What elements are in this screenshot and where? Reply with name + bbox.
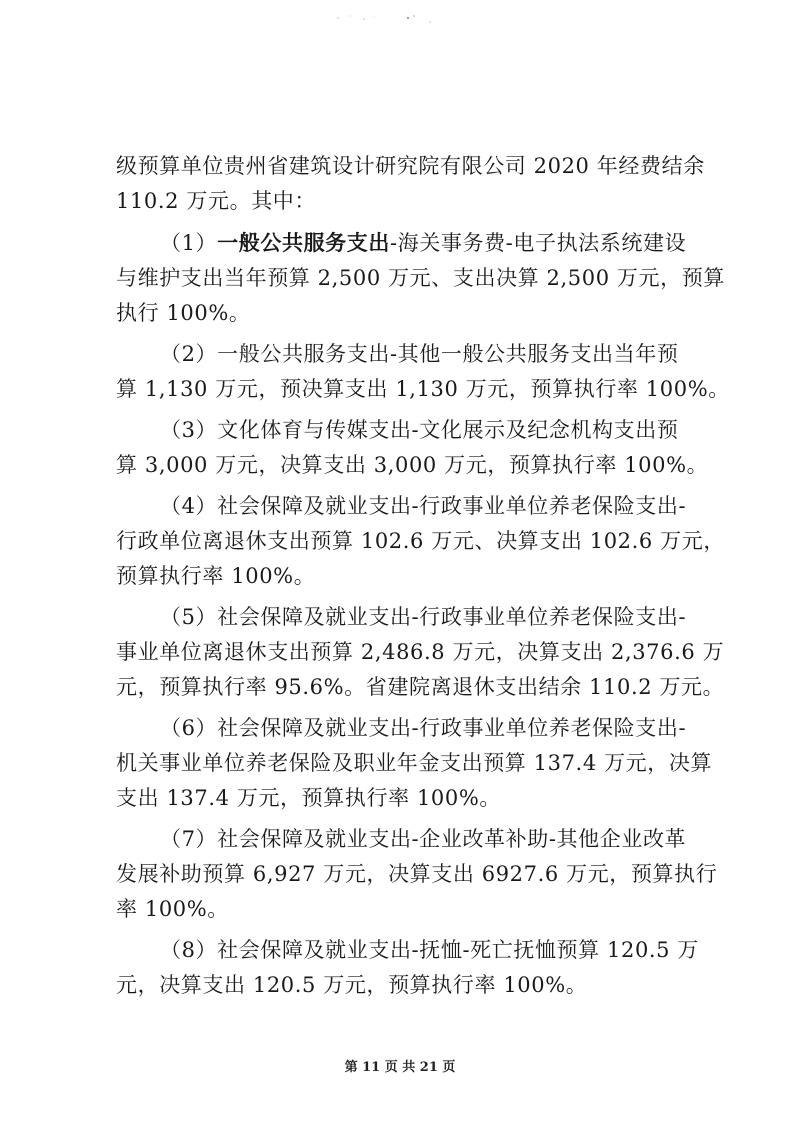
paragraph-line-8: （3）文化体育与传媒支出-文化展示及纪念机构支出预	[160, 418, 679, 442]
scan-artifact	[330, 10, 450, 30]
paragraph-line-4: 与维护支出当年预算 2,500 万元、支出决算 2,500 万元，预算	[116, 266, 725, 290]
paragraph-line-12: 预算执行率 100%。	[116, 564, 316, 588]
paragraph-line-23: 元，决算支出 120.5 万元，预算执行率 100%。	[116, 973, 588, 997]
paragraph-line-17: 机关事业单位养老保险及职业年金支出预算 137.4 万元，决算	[116, 751, 713, 775]
paragraph-line-9: 算 3,000 万元，决算支出 3,000 万元，预算执行率 100%。	[116, 453, 709, 477]
paragraph-line-3	[160, 229, 686, 257]
paragraph-line-20: 发展补助预算 6,927 万元，决算支出 6927.6 万元，预算执行	[116, 862, 718, 886]
page-footer: 第 11 页 共 21 页	[344, 1060, 456, 1075]
paragraph-line-16: （6）社会保障及就业支出-行政事业单位养老保险支出-	[160, 716, 687, 740]
paragraph-line-19: （7）社会保障及就业支出-企业改革补助-其他企业改革	[160, 827, 687, 851]
paragraph-line-7: 算 1,130 万元，预决算支出 1,130 万元，预算执行率 100%。	[116, 377, 730, 401]
item-number: （1）	[160, 231, 218, 255]
paragraph-line-1: 级预算单位贵州省建筑设计研究院有限公司 2020 年经费结余	[116, 154, 705, 178]
paragraph-line-22: （8）社会保障及就业支出-抚恤-死亡抚恤预算 120.5 万	[160, 938, 700, 962]
paragraph-line-21: 率 100%。	[116, 897, 229, 921]
paragraph-line-2: 110.2 万元。其中：	[116, 189, 316, 213]
paragraph-line-6: （2）一般公共服务支出-其他一般公共服务支出当年预	[160, 342, 679, 366]
paragraph-line-15: 元，预算执行率 95.6%。省建院离退休支出结余 110.2 万元。	[116, 675, 725, 699]
paragraph-line-13: （5）社会保障及就业支出-行政事业单位养老保险支出-	[160, 605, 687, 629]
item-heading-bold: 一般公共服务支出	[217, 230, 390, 255]
paragraph-line-5: 执行 100%。	[116, 301, 251, 325]
paragraph-line-18: 支出 137.4 万元，预算执行率 100%。	[116, 786, 501, 810]
paragraph-line-11: 行政单位离退休支出预算 102.6 万元、决算支出 102.6 万元，	[116, 529, 725, 553]
item-text: -海关事务费-电子执法系统建设	[389, 231, 687, 255]
paragraph-line-14: 事业单位离退休支出预算 2,486.8 万元，决算支出 2,376.6 万	[116, 640, 725, 664]
paragraph-line-10: （4）社会保障及就业支出-行政事业单位养老保险支出-	[160, 494, 687, 518]
